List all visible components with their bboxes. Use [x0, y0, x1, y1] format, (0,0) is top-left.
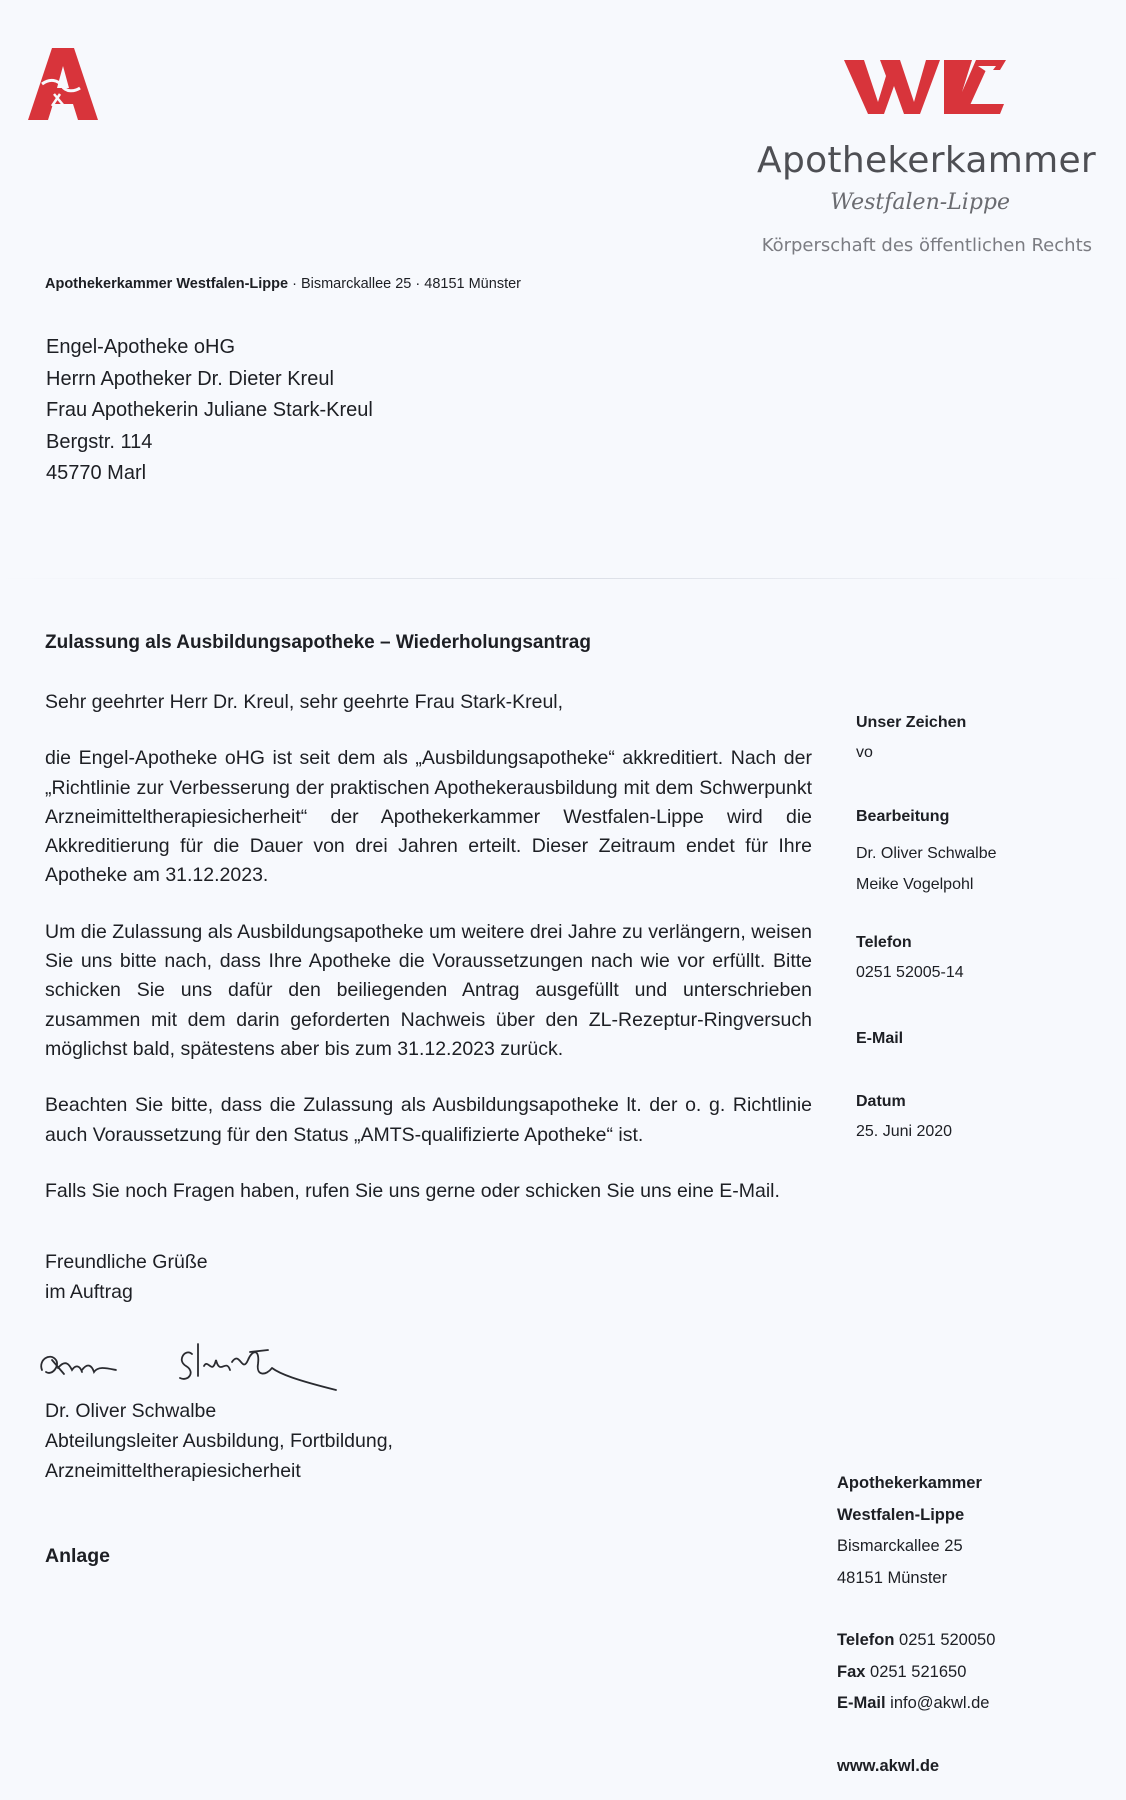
footer-org: Westfalen-Lippe — [837, 1505, 965, 1524]
footer-website-link[interactable]: www.akwl.de — [837, 1756, 940, 1775]
footer-org: Apothekerkammer — [837, 1474, 982, 1492]
sender-address: · Bismarckallee 25 · 48151 Münster — [288, 276, 521, 292]
closing-mandate: im Auftrag — [45, 1281, 133, 1303]
bearbeitung-block — [856, 808, 997, 900]
bearbeitung-person: Meike Vogelpohl — [856, 876, 974, 893]
footer-address — [837, 1468, 995, 1782]
signer-block — [45, 1396, 393, 1486]
org-name: Apothekerkammer — [757, 140, 1096, 181]
unser-zeichen-value: vo — [856, 744, 873, 761]
closing — [45, 1247, 208, 1307]
signer-name: Dr. Oliver Schwalbe — [45, 1400, 217, 1422]
letter-subject: Zulassung als Ausbildungsapotheke – Wiederholungsantrag — [45, 632, 591, 653]
datum-block — [856, 1093, 952, 1141]
enclosure-label: Anlage — [45, 1545, 111, 1567]
salutation: Sehr geehrter Herr Dr. Kreul, sehr geehrte Frau Stark-Kreul, — [45, 691, 564, 713]
footer-telefon-value: 0251 520050 — [894, 1631, 996, 1649]
recipient-line: 45770 Marl — [46, 462, 147, 484]
telefon-label: Telefon — [856, 934, 912, 951]
body-paragraph: die Engel-Apotheke oHG ist seit dem als „Ausbildungsapotheke“ akkreditiert. Nach der „Richtlinie zur Verbesserung der praktischen Apothekerausbildung mit dem Schwerpunkt Arzneimitteltherapiesicherheit“ der Apothekerkammer Westfalen-Lippe wird die Akkreditierung für die Dauer von drei Jahren erteilt. Dieser Zeitraum endet für Ihre Apotheke am 31.12.2023. — [45, 747, 812, 887]
footer-fax-value: 0251 521650 — [865, 1662, 967, 1681]
email-block — [856, 1030, 903, 1048]
recipient-address — [46, 332, 373, 490]
bearbeitung-label: Bearbeitung — [856, 808, 950, 825]
recipient-line: Frau Apothekerin Juliane Stark-Kreul — [46, 399, 373, 421]
body-paragraph: Beachten Sie bitte, dass die Zulassung als Ausbildungsapotheke lt. der o. g. Richtlinie auch Voraussetzung für den Status „AMTS-qualifizierte Apotheke“ ist. — [45, 1094, 812, 1146]
telefon-value: 0251 52005-14 — [856, 964, 964, 981]
handwritten-signature — [36, 1330, 366, 1402]
recipient-line: Engel-Apotheke oHG — [46, 336, 236, 358]
sender-return-address — [45, 276, 521, 292]
recipient-line: Herrn Apotheker Dr. Dieter Kreul — [46, 367, 334, 390]
letter-body — [45, 688, 812, 1206]
bearbeitung-person: Dr. Oliver Schwalbe — [856, 845, 997, 862]
sender-name: Apothekerkammer Westfalen-Lippe — [45, 276, 289, 292]
datum-value: 25. Juni 2020 — [856, 1123, 953, 1140]
datum-label: Datum — [856, 1093, 906, 1110]
telefon-block — [856, 934, 964, 982]
footer-telefon-label: Telefon — [837, 1631, 895, 1649]
footer-street: Bismarckallee 25 — [837, 1537, 963, 1555]
recipient-line: Bergstr. 114 — [46, 430, 153, 453]
unser-zeichen-label: Unser Zeichen — [856, 714, 967, 731]
org-legal-status: Körperschaft des öffentlichen Rechts — [761, 235, 1092, 256]
email-label: E-Mail — [856, 1030, 904, 1047]
footer-fax-label: Fax — [837, 1662, 866, 1681]
akwl-logo — [840, 52, 1010, 118]
org-region: Westfalen-Lippe — [830, 190, 1010, 215]
reference-block — [856, 714, 966, 762]
closing-greeting: Freundliche Grüße — [45, 1251, 208, 1273]
footer-city: 48151 Münster — [837, 1568, 948, 1587]
footer-email-label: E-Mail — [837, 1694, 886, 1712]
body-paragraph: Falls Sie noch Fragen haben, rufen Sie uns gerne oder schicken Sie uns eine E-Mail. — [45, 1179, 780, 1202]
signer-title: Abteilungsleiter Ausbildung, Fortbildung, — [45, 1430, 393, 1452]
paper-fold-line — [0, 578, 1126, 579]
footer-email-value: info@akwl.de — [885, 1694, 990, 1712]
body-paragraph: Um die Zulassung als Ausbildungsapotheke um weitere drei Jahre zu verlängern, weisen Sie uns bitte nach, dass Ihre Apotheke die Voraussetzungen nach wie vor erfüllt. Bitte schicken Sie uns dafür den beiliegenden Antrag ausgefüllt und unterschrieben zusammen mit dem darin geforderten Nachweis über den ZL-Rezeptur-Ringversuch möglichst bald, spätestens aber bis zum 31.12.2023 zurück. — [45, 920, 812, 1060]
signer-title: Arzneimitteltherapiesicherheit — [45, 1460, 301, 1482]
apotheke-a-logo — [24, 44, 102, 124]
